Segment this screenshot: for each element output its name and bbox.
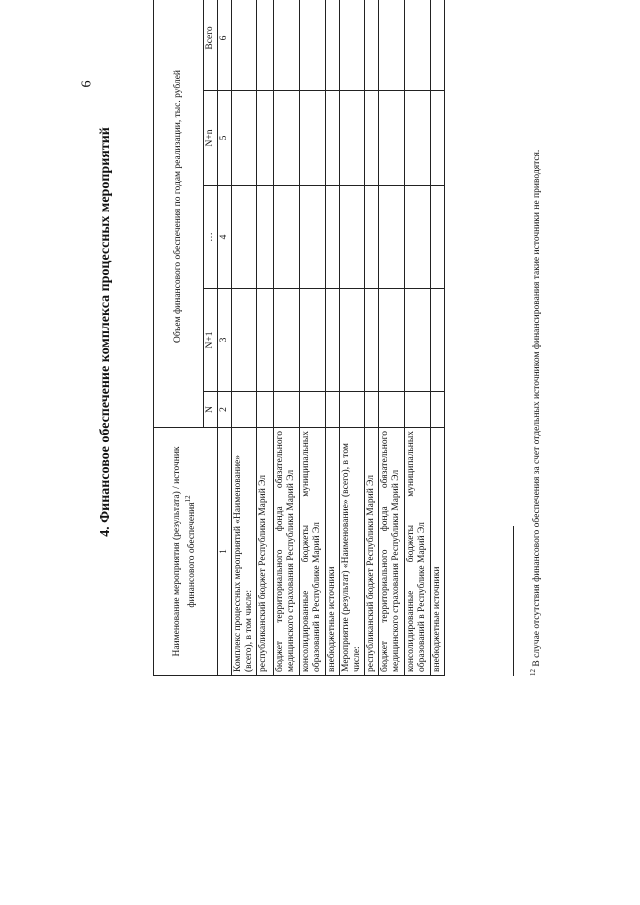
table-cell	[431, 289, 445, 392]
footnote	[527, 0, 543, 676]
col-number-2: 2	[218, 392, 232, 428]
header-year-ellipsis: …	[204, 186, 218, 289]
table-cell	[274, 186, 300, 289]
col-number-3: 3	[218, 289, 232, 392]
table-row	[431, 0, 445, 676]
table-cell	[300, 0, 326, 91]
col-number-6: 6	[218, 0, 232, 91]
col-number-5: 5	[218, 91, 232, 186]
table-cell	[405, 91, 431, 186]
row-label: внебюджетные источники	[326, 428, 340, 676]
row-label: бюджет территориального фонда обязательного медицинского страхования Республики Марий Эл	[274, 428, 300, 676]
financing-table	[153, 0, 445, 676]
row-label: республиканский бюджет Республики Марий Эл	[365, 428, 379, 676]
table-cell	[431, 0, 445, 91]
header-funding-group: Объем финансового обеспечения по годам реализации, тыс. рублей	[154, 0, 204, 428]
table-cell	[257, 186, 274, 289]
table-cell	[340, 91, 365, 186]
footnote-text: В случае отсутствия финансового обеспечения за счет отдельных источником финансирования такие источники не приводятся.	[532, 149, 543, 667]
footnote-separator	[513, 526, 514, 676]
table-row	[340, 0, 365, 676]
table-row	[405, 0, 431, 676]
table-cell	[300, 186, 326, 289]
header-year-n: N	[204, 392, 218, 428]
table-cell	[232, 91, 257, 186]
table-cell	[300, 392, 326, 428]
table-cell	[232, 186, 257, 289]
table-cell	[405, 392, 431, 428]
row-label: Мероприятие (результат) «Наименование» (всего), в том числе:	[340, 428, 365, 676]
col-number-4: 4	[218, 186, 232, 289]
table-cell	[274, 392, 300, 428]
row-label: республиканский бюджет Республики Марий Эл	[257, 428, 274, 676]
table-cell	[431, 392, 445, 428]
table-cell	[232, 0, 257, 91]
table-cell	[379, 289, 405, 392]
row-label: консолидированные бюджеты муниципальных образований в Республике Марий Эл	[405, 428, 431, 676]
page-number: 6	[79, 80, 95, 88]
header-name-text: Наименование мероприятия (результата) / источник финансового обеспечения	[172, 446, 198, 657]
footnote-ref: 12	[184, 495, 193, 503]
table-row	[379, 0, 405, 676]
table-cell	[274, 91, 300, 186]
table-cell	[300, 91, 326, 186]
header-year-n-plus-n: N+n	[204, 91, 218, 186]
table-cell	[365, 186, 379, 289]
table-cell	[274, 0, 300, 91]
rotated-page-content	[95, 0, 565, 712]
table-row	[257, 0, 274, 676]
table-cell	[379, 392, 405, 428]
table-cell	[340, 392, 365, 428]
table-cell	[257, 0, 274, 91]
table-cell	[379, 91, 405, 186]
table-row	[232, 0, 257, 676]
table-cell	[340, 186, 365, 289]
table-cell	[300, 289, 326, 392]
table-row	[365, 0, 379, 676]
table-cell	[326, 0, 340, 91]
table-cell	[365, 0, 379, 91]
table-cell	[257, 392, 274, 428]
table-row	[274, 0, 300, 676]
table-cell	[326, 289, 340, 392]
table-row	[326, 0, 340, 676]
header-name-column	[154, 428, 218, 676]
table-cell	[405, 0, 431, 91]
col-number-1: 1	[218, 428, 232, 676]
header-year-n-plus-1: N+1	[204, 289, 218, 392]
table-cell	[340, 0, 365, 91]
table-cell	[405, 289, 431, 392]
table-cell	[379, 0, 405, 91]
table-cell	[431, 91, 445, 186]
table-cell	[365, 392, 379, 428]
footnote-mark: 12	[529, 669, 537, 676]
table-cell	[365, 91, 379, 186]
table-cell	[232, 289, 257, 392]
table-row	[300, 0, 326, 676]
row-label: внебюджетные источники	[431, 428, 445, 676]
table-cell	[232, 392, 257, 428]
row-label: Комплекс процессных мероприятий «Наименование» (всего), в том числе:	[232, 428, 257, 676]
table-cell	[379, 186, 405, 289]
table-cell	[257, 91, 274, 186]
table-cell	[274, 289, 300, 392]
header-total: Всего	[204, 0, 218, 91]
section-title: 4. Финансовое обеспечение комплекса процессных мероприятий	[98, 127, 113, 537]
table-cell	[431, 186, 445, 289]
row-label: консолидированные бюджеты муниципальных образований в Республике Марий Эл	[300, 428, 326, 676]
table-cell	[257, 289, 274, 392]
table-cell	[405, 186, 431, 289]
table-cell	[326, 392, 340, 428]
row-label: бюджет территориального фонда обязательного медицинского страхования Республики Марий Эл	[379, 428, 405, 676]
table-cell	[365, 289, 379, 392]
table-cell	[340, 289, 365, 392]
table-cell	[326, 91, 340, 186]
table-cell	[326, 186, 340, 289]
